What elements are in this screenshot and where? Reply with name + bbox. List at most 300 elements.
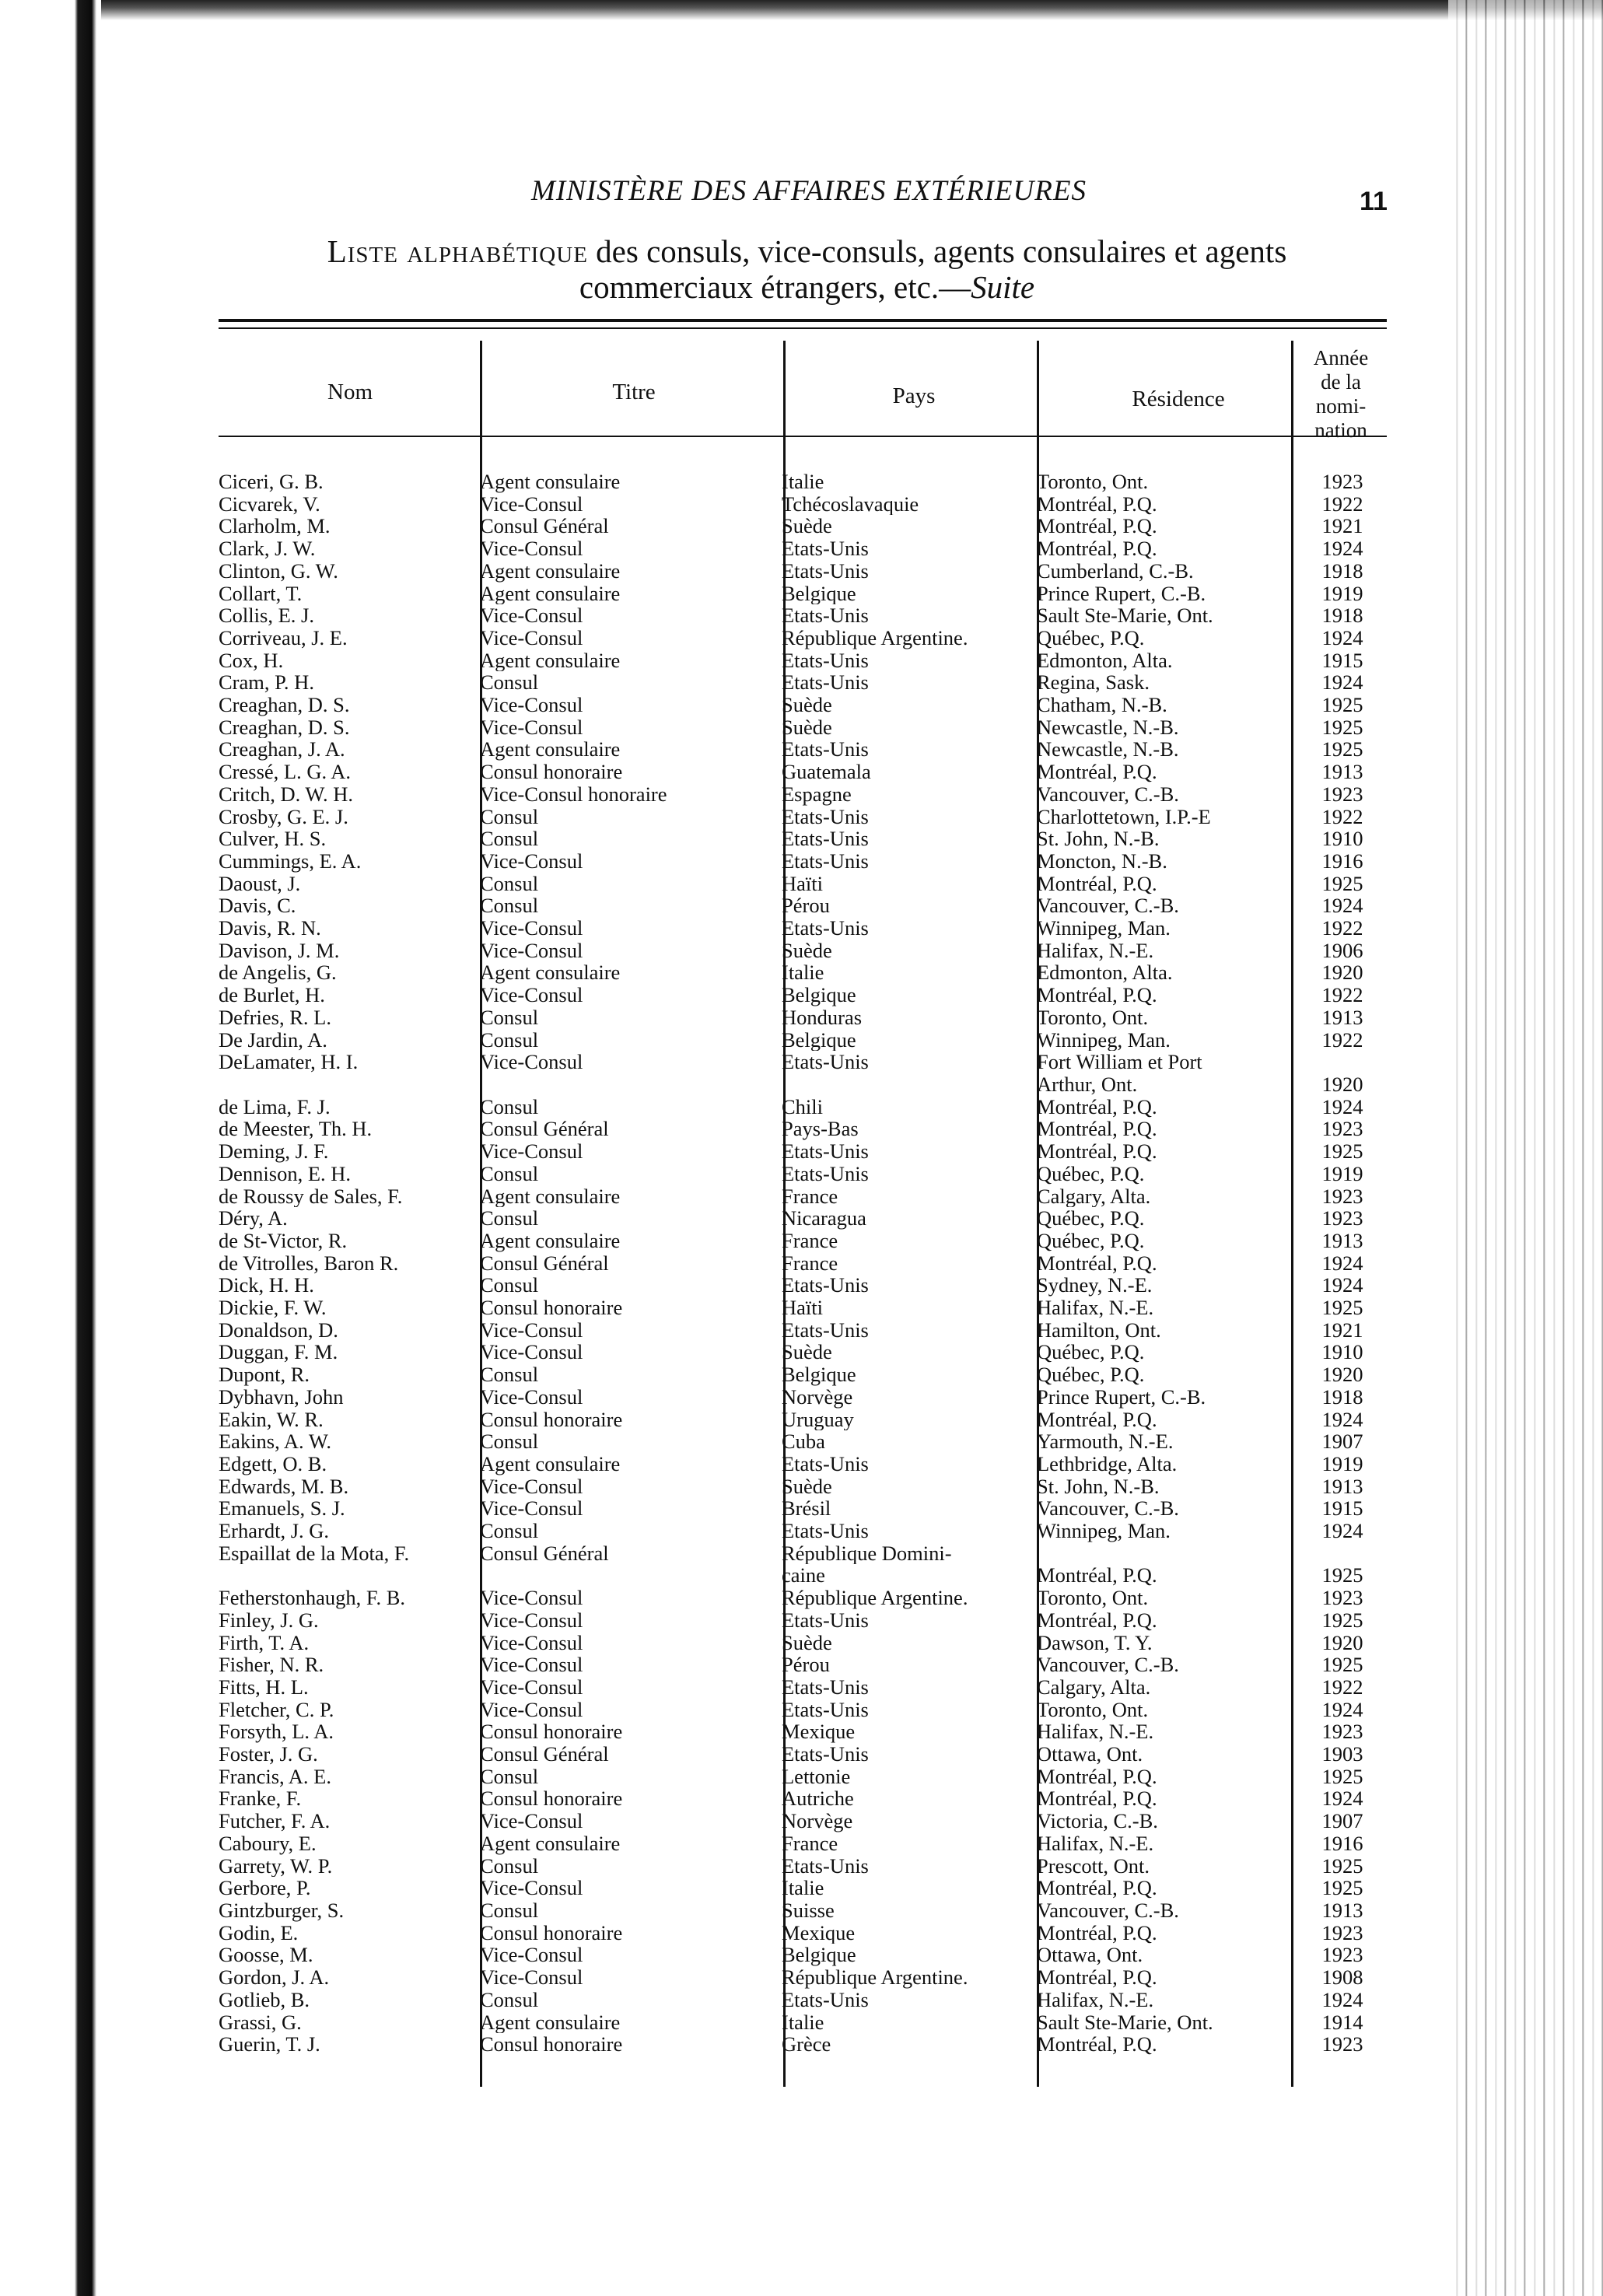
list-title-line1: des consuls, vice-consuls, agents consulaires et agents <box>596 233 1287 269</box>
cell-annee: 1915 <box>1321 1497 1363 1521</box>
column-header-annee <box>1294 346 1388 443</box>
cell-titre: Vice-Consul <box>480 492 583 516</box>
cell-titre: Agent consulaire <box>480 582 621 605</box>
cell-nom: Goosse, M. <box>219 1944 313 1967</box>
cell-residence: Sault Ste-Marie, Ont. <box>1037 604 1213 627</box>
column-header-titre: Titre <box>612 380 656 404</box>
table-row <box>219 961 1396 984</box>
cell-pays: Uruguay <box>782 1408 854 1431</box>
table-row <box>219 1029 1396 1052</box>
cell-nom: Garrety, W. P. <box>219 1854 333 1878</box>
cell-nom: Clinton, G. W. <box>219 559 338 583</box>
cell-annee: 1923 <box>1321 1207 1363 1230</box>
table-row <box>219 1609 1396 1632</box>
page-number: 11 <box>1360 187 1388 216</box>
cell-pays: Italie <box>782 2011 824 2034</box>
table-row <box>219 1497 1396 1520</box>
cell-nom: Déry, A. <box>219 1207 288 1230</box>
cell-nom: Dickie, F. W. <box>219 1297 327 1319</box>
cell-residence: Cumberland, C.-B. <box>1037 559 1194 583</box>
scan-left-binding <box>0 0 101 2296</box>
cell-annee: 1925 <box>1321 738 1363 761</box>
cell-annee: 1922 <box>1321 984 1363 1006</box>
cell-pays: Autriche <box>782 1787 854 1811</box>
cell-titre: Agent consulaire <box>480 2011 621 2034</box>
cell-annee: 1922 <box>1321 1028 1363 1052</box>
table-row <box>219 2033 1396 2056</box>
cell-residence: Regina, Sask. <box>1037 671 1150 695</box>
cell-nom: Gintzburger, S. <box>219 1899 345 1922</box>
table-row <box>219 2011 1396 2034</box>
cell-annee: 1925 <box>1321 872 1363 895</box>
cell-titre: Consul <box>480 1430 539 1453</box>
cell-titre: Vice-Consul <box>480 1810 583 1832</box>
scan-right-edge <box>1448 0 1603 2296</box>
cell-annee: 1923 <box>1321 1185 1363 1208</box>
cell-residence: Winnipeg, Man. <box>1037 917 1171 940</box>
cell-nom: Forsyth, L. A. <box>219 1720 334 1744</box>
cell-residence: Québec, P.Q. <box>1037 626 1145 649</box>
cell-titre <box>477 1073 779 1096</box>
cell-residence: Montréal, P.Q. <box>1037 1564 1157 1587</box>
table-row <box>219 671 1396 694</box>
cell-residence <box>1034 1542 1289 1565</box>
table-row <box>219 1720 1396 1743</box>
cell-annee: 1913 <box>1321 1899 1363 1922</box>
cell-titre: Consul <box>480 1274 539 1297</box>
cell-residence: Toronto, Ont. <box>1037 1698 1149 1721</box>
cell-residence: Calgary, Alta. <box>1037 1185 1151 1208</box>
cell-annee: 1923 <box>1321 471 1363 493</box>
cell-annee: 1906 <box>1321 939 1363 962</box>
table-row <box>219 1051 1396 1073</box>
cell-titre: Consul Général <box>480 515 609 538</box>
list-title-line2: commerciaux étrangers, etc.— <box>579 269 971 305</box>
cell-pays: Etats-Unis <box>782 537 869 560</box>
cell-nom: Fitts, H. L. <box>219 1675 309 1699</box>
cell-nom: Edgett, O. B. <box>219 1452 327 1475</box>
table-row <box>219 850 1396 873</box>
cell-nom: Firth, T. A. <box>219 1631 310 1654</box>
cell-titre: Agent consulaire <box>480 738 621 761</box>
cell-pays: Italie <box>782 961 824 985</box>
cell-annee: 1922 <box>1321 805 1363 828</box>
cell-titre <box>477 1564 779 1587</box>
cell-residence: Edmonton, Alta. <box>1037 961 1173 985</box>
cell-pays: Grèce <box>782 2033 831 2056</box>
cell-nom: Emanuels, S. J. <box>219 1497 345 1521</box>
cell-residence: Vancouver, C.-B. <box>1037 782 1179 806</box>
table-row <box>219 583 1396 605</box>
column-header-pays: Pays <box>892 383 936 408</box>
annee-line-1: Année <box>1313 346 1369 369</box>
cell-residence: Edmonton, Alta. <box>1037 649 1173 672</box>
cell-titre: Consul Général <box>480 1118 609 1141</box>
cell-nom: DeLamater, H. I. <box>219 1051 359 1073</box>
cell-residence: Ottawa, Ont. <box>1037 1743 1143 1766</box>
cell-annee <box>1289 1542 1396 1565</box>
cell-titre: Consul <box>480 872 539 895</box>
cell-nom: Collis, E. J. <box>219 604 314 627</box>
cell-nom: Espaillat de la Mota, F. <box>219 1542 410 1565</box>
cell-titre: Consul Général <box>480 1542 609 1565</box>
cell-titre: Vice-Consul <box>480 1341 583 1364</box>
table-row <box>219 1430 1396 1453</box>
consul-list-table <box>219 471 1396 2056</box>
cell-titre: Vice-Consul <box>480 626 583 649</box>
table-row <box>219 1832 1396 1855</box>
cell-pays: Norvège <box>782 1810 853 1832</box>
cell-nom: Grassi, G. <box>219 2011 302 2034</box>
cell-nom: Gordon, J. A. <box>219 1966 330 1989</box>
cell-nom: Dennison, E. H. <box>219 1162 352 1185</box>
cell-annee: 1925 <box>1321 1765 1363 1788</box>
list-title-lead: Liste alphabétique <box>327 233 588 269</box>
cell-nom: Clark, J. W. <box>219 537 316 560</box>
table-row <box>219 1230 1396 1252</box>
cell-pays: Etats-Unis <box>782 1452 869 1475</box>
cell-annee: 1910 <box>1321 1341 1363 1364</box>
scan-top-edge <box>0 0 1603 20</box>
table-row <box>219 1944 1396 1966</box>
cell-titre: Consul <box>480 1028 539 1052</box>
cell-annee: 1923 <box>1321 1118 1363 1141</box>
table-row <box>219 761 1396 783</box>
cell-residence: Toronto, Ont. <box>1037 1006 1149 1029</box>
table-row <box>219 1899 1396 1922</box>
cell-nom: de Meester, Th. H. <box>219 1118 373 1141</box>
annee-line-4: nation <box>1314 418 1367 442</box>
table-row <box>219 493 1396 516</box>
cell-titre: Vice-Consul <box>480 1140 583 1163</box>
cell-titre: Vice-Consul <box>480 1877 583 1899</box>
cell-residence: St. John, N.-B. <box>1037 1475 1160 1498</box>
cell-residence: Montréal, P.Q. <box>1037 1966 1157 1989</box>
cell-residence: Winnipeg, Man. <box>1037 1520 1171 1542</box>
cell-residence: Toronto, Ont. <box>1037 1587 1149 1609</box>
cell-residence: Montréal, P.Q. <box>1037 1765 1157 1788</box>
table-row <box>219 694 1396 716</box>
cell-pays: Etats-Unis <box>782 1743 869 1766</box>
table-row <box>219 1966 1396 1989</box>
cell-annee: 1919 <box>1321 582 1363 605</box>
cell-residence: Halifax, N.-E. <box>1037 1720 1154 1744</box>
cell-nom: Defries, R. L. <box>219 1006 331 1029</box>
cell-annee: 1922 <box>1321 492 1363 516</box>
cell-pays: Pérou <box>782 1654 830 1676</box>
cell-residence: Yarmouth, N.-E. <box>1037 1430 1174 1453</box>
cell-annee: 1918 <box>1321 604 1363 627</box>
cell-nom: Collart, T. <box>219 582 303 605</box>
cell-annee: 1918 <box>1321 559 1363 583</box>
cell-nom: Davis, C. <box>219 894 296 918</box>
cell-residence: Calgary, Alta. <box>1037 1675 1151 1699</box>
table-row <box>219 716 1396 739</box>
cell-annee: 1920 <box>1321 1631 1363 1654</box>
cell-nom: Eakin, W. R. <box>219 1408 324 1431</box>
cell-residence: Montréal, P.Q. <box>1037 1408 1157 1431</box>
cell-residence: Toronto, Ont. <box>1037 471 1149 493</box>
cell-nom: Cram, P. H. <box>219 671 314 695</box>
cell-pays: France <box>782 1229 838 1252</box>
cell-annee: 1923 <box>1321 2033 1363 2056</box>
cell-pays: Etats-Unis <box>782 828 869 850</box>
cell-annee: 1903 <box>1321 1743 1363 1766</box>
cell-residence: Sault Ste-Marie, Ont. <box>1037 2011 1213 2034</box>
cell-residence: Ottawa, Ont. <box>1037 1944 1143 1967</box>
table-row <box>219 1006 1396 1029</box>
cell-nom: de Lima, F. J. <box>219 1095 331 1118</box>
cell-titre: Agent consulaire <box>480 1229 621 1252</box>
cell-annee: 1907 <box>1321 1430 1363 1453</box>
cell-annee: 1924 <box>1321 894 1363 918</box>
cell-titre: Vice-Consul <box>480 1675 583 1699</box>
cell-nom: Donaldson, D. <box>219 1318 338 1342</box>
cell-annee: 1907 <box>1321 1810 1363 1832</box>
table-row <box>219 1475 1396 1498</box>
table-row <box>219 940 1396 962</box>
cell-pays: Suède <box>782 694 832 716</box>
cell-titre: Consul <box>480 1162 539 1185</box>
cell-pays: Brésil <box>782 1497 831 1521</box>
cell-residence: Prescott, Ont. <box>1037 1854 1150 1878</box>
cell-pays: République Argentine. <box>782 626 968 649</box>
table-row <box>219 1676 1396 1699</box>
cell-annee <box>1289 1051 1396 1073</box>
cell-titre: Vice-Consul <box>480 716 583 739</box>
cell-titre: Vice-Consul <box>480 1608 583 1632</box>
cell-annee: 1913 <box>1321 1475 1363 1498</box>
cell-annee: 1925 <box>1321 1877 1363 1899</box>
cell-titre: Consul <box>480 805 539 828</box>
cell-pays: Italie <box>782 471 824 493</box>
table-row <box>219 1855 1396 1878</box>
table-row <box>219 1297 1396 1319</box>
cell-residence: Québec, P.Q. <box>1037 1341 1145 1364</box>
cell-nom: Duggan, F. M. <box>219 1341 338 1364</box>
cell-nom: de Vitrolles, Baron R. <box>219 1251 399 1275</box>
table-row <box>219 627 1396 649</box>
cell-titre: Agent consulaire <box>480 961 621 985</box>
table-row <box>219 806 1396 828</box>
cell-nom: Creaghan, D. S. <box>219 694 350 716</box>
table-row <box>219 894 1396 917</box>
cell-pays <box>779 1073 1034 1096</box>
cell-annee: 1925 <box>1321 1564 1363 1587</box>
cell-titre: Vice-Consul honoraire <box>480 782 667 806</box>
table-row <box>219 917 1396 940</box>
cell-pays: République Domini- <box>782 1542 952 1565</box>
cell-residence: Vancouver, C.-B. <box>1037 1497 1179 1521</box>
cell-pays: Suède <box>782 515 832 538</box>
cell-annee: 1916 <box>1321 849 1363 873</box>
cell-pays: France <box>782 1185 838 1208</box>
table-row <box>219 873 1396 895</box>
cell-titre: Consul honoraire <box>480 761 623 783</box>
cell-residence: Montréal, P.Q. <box>1037 761 1157 783</box>
table-row <box>219 1185 1396 1208</box>
cell-pays: Etats-Unis <box>782 1608 869 1632</box>
cell-pays: Etats-Unis <box>782 559 869 583</box>
table-row <box>219 1877 1396 1899</box>
cell-pays: Italie <box>782 1877 824 1899</box>
cell-nom: Gotlieb, B. <box>219 1988 310 2011</box>
cell-nom: Caboury, E. <box>219 1832 317 1855</box>
cell-nom: Clarholm, M. <box>219 515 331 538</box>
cell-annee: 1925 <box>1321 1297 1363 1319</box>
cell-nom: Davis, R. N. <box>219 917 321 940</box>
table-row <box>219 1564 1396 1587</box>
cell-nom: Creaghan, J. A. <box>219 738 345 761</box>
cell-pays: Etats-Unis <box>782 917 869 940</box>
cell-pays: Pays-Bas <box>782 1118 859 1141</box>
cell-pays: Etats-Unis <box>782 849 869 873</box>
table-row <box>219 1787 1396 1810</box>
cell-nom: Finley, J. G. <box>219 1608 319 1632</box>
cell-nom: Godin, E. <box>219 1921 299 1944</box>
cell-pays: Mexique <box>782 1720 856 1744</box>
table-row <box>219 1810 1396 1832</box>
cell-annee: 1924 <box>1321 1988 1363 2011</box>
cell-annee: 1925 <box>1321 694 1363 716</box>
cell-nom: de Burlet, H. <box>219 984 325 1006</box>
cell-residence: Montréal, P.Q. <box>1037 1608 1157 1632</box>
cell-pays: Haïti <box>782 1297 823 1319</box>
cell-nom: Culver, H. S. <box>219 828 327 850</box>
cell-pays: Pérou <box>782 894 830 918</box>
cell-titre: Agent consulaire <box>480 471 621 493</box>
cell-pays: République Argentine. <box>782 1966 968 1989</box>
cell-nom: Davison, J. M. <box>219 939 340 962</box>
cell-annee: 1920 <box>1321 1073 1363 1096</box>
table-row <box>219 1252 1396 1275</box>
cell-nom: Gerbore, P. <box>219 1877 311 1899</box>
cell-residence: Prince Rupert, C.-B. <box>1037 1385 1206 1409</box>
cell-pays: République Argentine. <box>782 1587 968 1609</box>
cell-annee: 1916 <box>1321 1832 1363 1855</box>
cell-pays: Suède <box>782 1475 832 1498</box>
top-double-rule <box>219 319 1387 322</box>
cell-residence: Charlottetown, I.P.-E <box>1037 805 1211 828</box>
cell-pays: Belgique <box>782 582 856 605</box>
cell-residence: Halifax, N.-E. <box>1037 939 1154 962</box>
cell-pays: Etats-Unis <box>782 1140 869 1163</box>
cell-pays: Belgique <box>782 1028 856 1052</box>
cell-titre: Agent consulaire <box>480 649 621 672</box>
cell-annee: 1913 <box>1321 1006 1363 1029</box>
cell-pays: Etats-Unis <box>782 1274 869 1297</box>
list-title-suite: Suite <box>971 269 1035 305</box>
cell-titre: Consul honoraire <box>480 2033 623 2056</box>
cell-nom: Cressé, L. G. A. <box>219 761 352 783</box>
cell-nom: Daoust, J. <box>219 872 301 895</box>
cell-nom: Cummings, E. A. <box>219 849 362 873</box>
cell-annee: 1920 <box>1321 961 1363 985</box>
cell-residence: Halifax, N.-E. <box>1037 1988 1154 2011</box>
table-row <box>219 1386 1396 1409</box>
cell-annee: 1925 <box>1321 1854 1363 1878</box>
cell-pays: Suède <box>782 939 832 962</box>
cell-residence: Victoria, C.-B. <box>1037 1810 1158 1832</box>
cell-residence: Vancouver, C.-B. <box>1037 894 1179 918</box>
cell-residence: Montréal, P.Q. <box>1037 1095 1157 1118</box>
table-row <box>219 1274 1396 1297</box>
cell-annee: 1915 <box>1321 649 1363 672</box>
table-row <box>219 1632 1396 1654</box>
cell-titre: Vice-Consul <box>480 1944 583 1967</box>
cell-annee: 1924 <box>1321 1274 1363 1297</box>
cell-titre: Vice-Consul <box>480 1475 583 1498</box>
cell-nom: Crosby, G. E. J. <box>219 805 348 828</box>
cell-annee: 1923 <box>1321 782 1363 806</box>
cell-titre: Consul <box>480 1520 539 1542</box>
table-row <box>219 1922 1396 1944</box>
cell-nom: de St-Victor, R. <box>219 1229 348 1252</box>
cell-annee: 1923 <box>1321 1720 1363 1744</box>
cell-titre: Vice-Consul <box>480 1318 583 1342</box>
cell-titre: Vice-Consul <box>480 984 583 1006</box>
cell-residence: Montréal, P.Q. <box>1037 1118 1157 1141</box>
list-title <box>222 233 1392 305</box>
cell-titre: Agent consulaire <box>480 1832 621 1855</box>
cell-nom <box>219 1073 477 1096</box>
cell-annee: 1913 <box>1321 1229 1363 1252</box>
table-row <box>219 1766 1396 1788</box>
table-row <box>219 1319 1396 1342</box>
cell-titre: Vice-Consul <box>480 537 583 560</box>
cell-nom: De Jardin, A. <box>219 1028 327 1052</box>
cell-nom: de Angelis, G. <box>219 961 337 985</box>
annee-line-3: nomi- <box>1315 394 1367 418</box>
table-row <box>219 1587 1396 1609</box>
table-row <box>219 604 1396 627</box>
cell-annee: 1914 <box>1321 2011 1363 2034</box>
cell-pays: Etats-Unis <box>782 738 869 761</box>
cell-annee: 1924 <box>1321 1251 1363 1275</box>
cell-titre: Vice-Consul <box>480 1051 583 1073</box>
cell-pays: Belgique <box>782 984 856 1006</box>
cell-residence: Chatham, N.-B. <box>1037 694 1167 716</box>
cell-pays: Cuba <box>782 1430 825 1453</box>
cell-annee: 1921 <box>1321 1318 1363 1342</box>
cell-residence: Winnipeg, Man. <box>1037 1028 1171 1052</box>
header-bottom-rule <box>219 436 1387 437</box>
cell-annee: 1924 <box>1321 537 1363 560</box>
column-header-residence: Résidence <box>1132 387 1225 411</box>
table-row <box>219 515 1396 537</box>
table-row <box>219 1363 1396 1386</box>
top-double-rule-2 <box>219 327 1387 329</box>
cell-residence: Montréal, P.Q. <box>1037 2033 1157 2056</box>
cell-residence: Montréal, P.Q. <box>1037 1787 1157 1811</box>
cell-pays: Belgique <box>782 1944 856 1967</box>
cell-pays: Suisse <box>782 1899 835 1922</box>
table-row <box>219 1743 1396 1766</box>
cell-residence: Montréal, P.Q. <box>1037 537 1157 560</box>
cell-titre: Consul <box>480 828 539 850</box>
cell-titre: Vice-Consul <box>480 1698 583 1721</box>
cell-nom: Corriveau, J. E. <box>219 626 348 649</box>
cell-residence: Moncton, N.-B. <box>1037 849 1167 873</box>
cell-annee: 1922 <box>1321 1675 1363 1699</box>
cell-annee: 1924 <box>1321 1698 1363 1721</box>
cell-titre: Consul Général <box>480 1743 609 1766</box>
cell-nom: Edwards, M. B. <box>219 1475 349 1498</box>
cell-pays: Lettonie <box>782 1765 851 1788</box>
table-row <box>219 1699 1396 1721</box>
cell-residence: Arthur, Ont. <box>1037 1073 1138 1096</box>
cell-titre: Consul honoraire <box>480 1787 623 1811</box>
